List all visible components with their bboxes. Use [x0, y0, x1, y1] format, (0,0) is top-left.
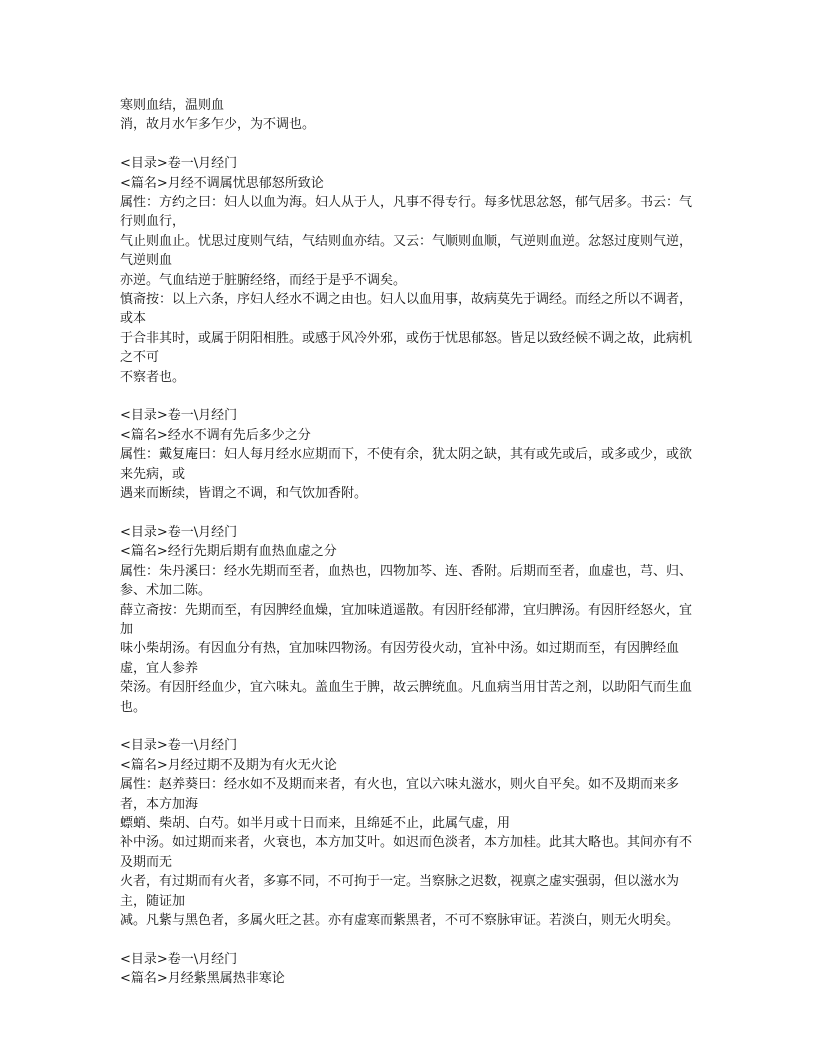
paragraph-gap: [120, 387, 700, 406]
section-title: <篇名>月经过期不及期为有火无火论: [120, 757, 337, 773]
text-line: 于合非其时，或属于阴阳相胜。或感于风冷外邪，或伤于忧思郁怒。皆足以致经候不调之故，此病机之不可: [120, 330, 693, 366]
text-line: 属性：方约之曰：妇人以血为海。妇人从于人，凡事不得专行。每多忧思忿怒，郁气居多。书云：气行则血行，: [120, 195, 693, 230]
text-line: 减。凡紫与黑色者，多属火旺之甚。亦有虚寒而紫黑者，不可不察脉审证。若淡白，则无火明矣。: [120, 913, 680, 928]
text-line: 补中汤。如过期而来者，火衰也，本方加艾叶。如迟而色淡者，本方加桂。此其大略也。其间亦有不及期而无: [120, 835, 693, 870]
section-5: [120, 950, 700, 989]
section-3: [120, 523, 700, 717]
paragraph-gap: [120, 717, 700, 736]
section-title: <篇名>经水不调有先后多少之分: [120, 427, 311, 443]
text-line: 火者，有过期而有火者，多寡不同，不可拘于一定。当察脉之迟数，视禀之虚实强弱，但以滋水为主，随证加: [120, 874, 680, 909]
paragraph-gap: [120, 504, 700, 523]
section-title: <篇名>经行先期后期有血热血虚之分: [120, 544, 337, 560]
catalog-heading: <目录>卷一\月经门: [120, 738, 238, 754]
section-4: [120, 736, 700, 930]
text-line: 荣汤。有因肝经血少，宜六味丸。盖血生于脾，故云脾统血。凡血病当用甘苦之剂，以助阳气而生血也。: [120, 680, 693, 715]
text-line: 味小柴胡汤。有因血分有热，宜加味四物汤。有因劳役火动，宜补中汤。如过期而至，有因脾经血虚，宜人参养: [120, 641, 680, 676]
section-title: <篇名>月经紫黑属热非寒论: [120, 971, 285, 987]
catalog-heading: <目录>卷一\月经门: [120, 156, 238, 172]
section-2: [120, 406, 700, 503]
text-line: 属性：朱丹溪曰：经水先期而至者，血热也，四物加芩、连、香附。后期而至者，血虚也，芎、归、参、术加二陈。: [120, 563, 693, 599]
section-title: <篇名>月经不调属忧思郁怒所致论: [120, 175, 324, 191]
text-line: 属性：戴复庵曰：妇人每月经水应期而下，不使有余，犹太阴之缺，其有或先或后，或多或少，或欲来先病，或: [120, 447, 693, 482]
paragraph-gap: [120, 930, 700, 949]
catalog-heading: <目录>卷一\月经门: [120, 524, 238, 540]
text-line: 螵蛸、柴胡、白芍。如半月或十日而来，且绵延不止，此属气虚，用: [120, 815, 511, 831]
text-line: 慎斋按：以上六条，序妇人经水不调之由也。妇人以血用事，故病莫先于调经。而经之所以不调者，或本: [120, 292, 693, 327]
catalog-heading: <目录>卷一\月经门: [120, 408, 238, 424]
text-line: 薛立斋按：先期而至，有因脾经血燥，宜加味逍遥散。有因肝经郁滞，宜归脾汤。有因肝经怒火，宜加: [120, 602, 693, 637]
catalog-heading: <目录>卷一\月经门: [120, 951, 238, 967]
text-line: 消，故月水乍多乍少，为不调也。: [120, 117, 316, 133]
text-line: 遇来而断续，皆谓之不调，和气饮加香附。: [120, 486, 368, 502]
paragraph-gap: [120, 135, 700, 154]
text-line: 气止则血止。忧思过度则气结，气结则血亦结。又云：气顺则血顺，气逆则血逆。忿怒过度则气逆，气逆则血: [120, 233, 693, 269]
intro-block: [120, 96, 700, 135]
text-line: 不察者也。: [120, 369, 186, 385]
section-1: [120, 154, 700, 387]
text-line: 亦逆。气血结逆于脏腑经络，而经于是乎不调矣。: [120, 272, 407, 288]
text-line: 属性：赵养葵曰：经水如不及期而来者，有火也，宜以六味丸滋水，则火自平矣。如不及期而来多者，本方加海: [120, 777, 680, 812]
document-page: [120, 96, 700, 989]
text-line: 寒则血结，温则血: [120, 98, 225, 113]
